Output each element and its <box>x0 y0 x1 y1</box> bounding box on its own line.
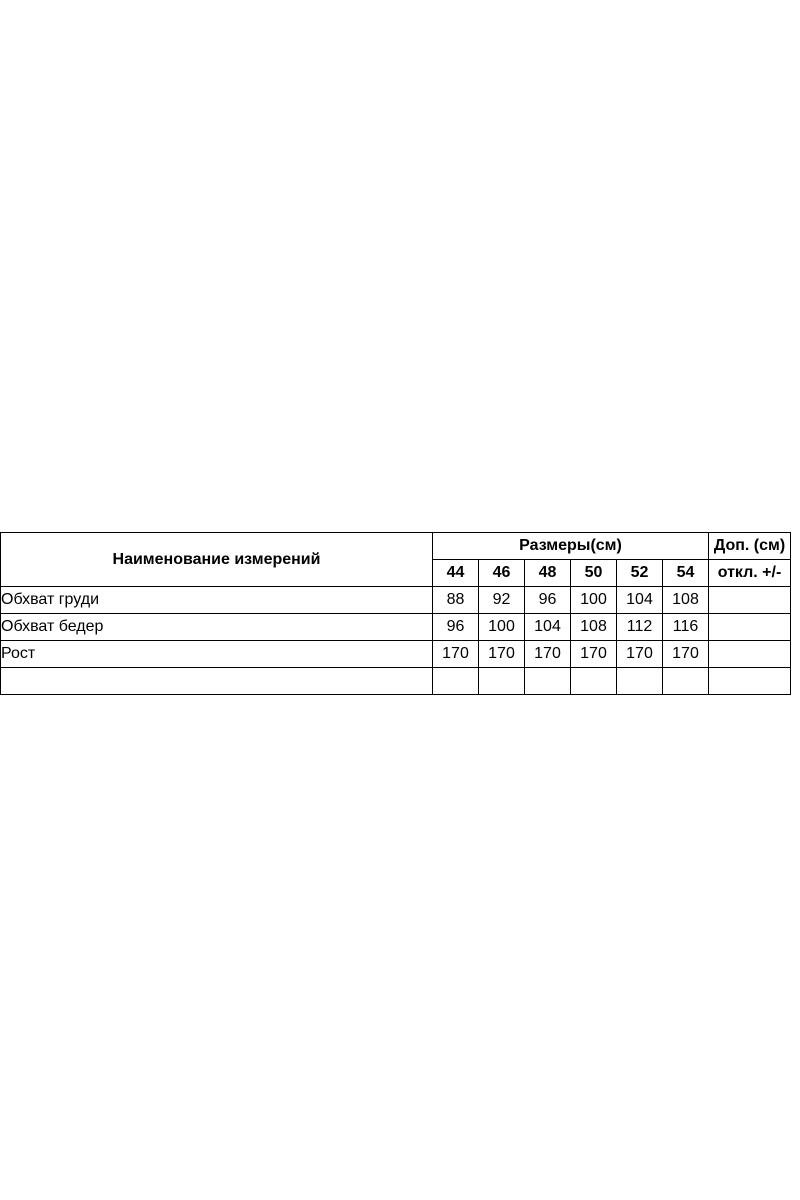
value-cell: 170 <box>479 641 525 668</box>
value-cell: 100 <box>479 614 525 641</box>
value-cell: 116 <box>663 614 709 641</box>
size-chart-sheet <box>0 532 800 680</box>
tolerance-header-bottom: откл. +/- <box>709 560 791 587</box>
value-cell: 170 <box>663 641 709 668</box>
size-header-cell: 52 <box>617 560 663 587</box>
value-cell: 170 <box>571 641 617 668</box>
tolerance-cell <box>709 641 791 668</box>
value-cell: 88 <box>433 587 479 614</box>
value-cell: 108 <box>571 614 617 641</box>
size-header-cell: 48 <box>525 560 571 587</box>
value-cell: 108 <box>663 587 709 614</box>
row-label-height: Рост <box>1 641 433 668</box>
sizes-header: Размеры(см) <box>433 533 709 560</box>
value-cell: 170 <box>433 641 479 668</box>
value-cell: 170 <box>617 641 663 668</box>
value-cell: 96 <box>525 587 571 614</box>
tolerance-cell <box>709 587 791 614</box>
cropped-next-row <box>1 668 791 695</box>
tolerance-cell <box>709 614 791 641</box>
cropped-cell <box>571 668 617 695</box>
value-cell: 96 <box>433 614 479 641</box>
value-cell: 104 <box>525 614 571 641</box>
table-row <box>1 641 791 668</box>
size-header-cell: 54 <box>663 560 709 587</box>
size-chart-table <box>0 532 791 695</box>
cropped-cell <box>617 668 663 695</box>
cropped-cell <box>709 668 791 695</box>
cropped-cell <box>479 668 525 695</box>
table-row <box>1 587 791 614</box>
value-cell: 104 <box>617 587 663 614</box>
cropped-cell <box>1 668 433 695</box>
value-cell: 100 <box>571 587 617 614</box>
row-label-chest: Обхват груди <box>1 587 433 614</box>
cropped-cell <box>663 668 709 695</box>
cropped-cell <box>433 668 479 695</box>
size-header-cell: 44 <box>433 560 479 587</box>
value-cell: 112 <box>617 614 663 641</box>
value-cell: 92 <box>479 587 525 614</box>
size-header-cell: 50 <box>571 560 617 587</box>
tolerance-header-top: Доп. (см) <box>709 533 791 560</box>
table-row <box>1 614 791 641</box>
measurement-name-header: Наименование измерений <box>1 533 433 587</box>
value-cell: 170 <box>525 641 571 668</box>
row-label-hips: Обхват бедер <box>1 614 433 641</box>
size-header-cell: 46 <box>479 560 525 587</box>
header-row-1 <box>1 533 791 560</box>
cropped-cell <box>525 668 571 695</box>
